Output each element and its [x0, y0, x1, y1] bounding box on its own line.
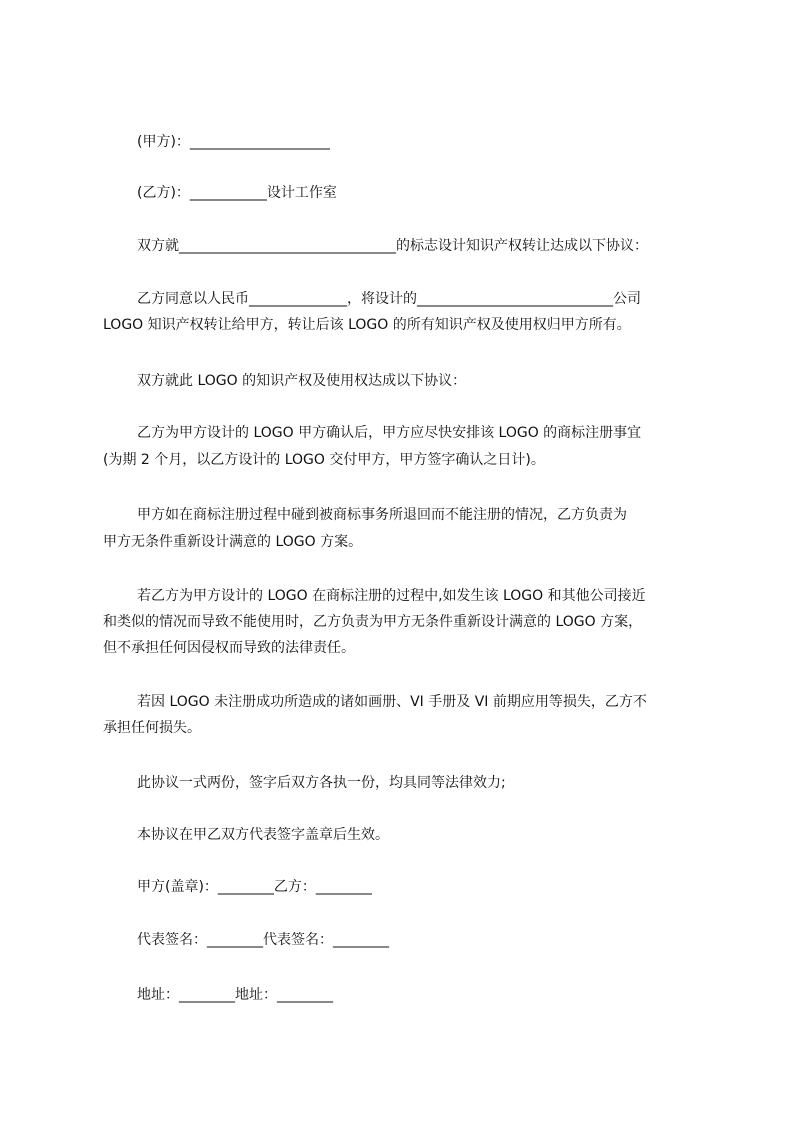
paragraph-registration: (为期 2 个月，以乙方设计的 LOGO 交付甲方，甲方签字确认之日计)。: [103, 452, 545, 468]
paragraph-similarity: 和类似的情况而导致不能使用时，乙方负责为甲方无条件重新设计满意的 LOGO 方案，: [103, 614, 643, 630]
paragraph-transfer: LOGO 知识产权转让给甲方，转让后该 LOGO 的所有知识产权及使用权归甲方所有。: [103, 317, 631, 333]
signature-seal-line: 甲方(盖章)：________乙方：________: [137, 879, 372, 895]
signature-address-line: 地址：________地址：________: [137, 987, 333, 1003]
paragraph-losses: 承担任何损失。: [103, 720, 201, 736]
paragraph-redesign: 甲方如在商标注册过程中碰到被商标事务所退回而不能注册的情况，乙方负责为: [137, 507, 627, 523]
paragraph-similarity: 若乙方为甲方设计的 LOGO 在商标注册的过程中,如发生该 LOGO 和其他公司接近: [137, 588, 646, 604]
paragraph-agreement-intro: 双方就此 LOGO 的知识产权及使用权达成以下协议：: [137, 373, 467, 389]
paragraph-copies: 此协议一式两份，签字后双方各执一份，均具同等法律效力;: [137, 775, 506, 791]
party-b-line: (乙方)：___________设计工作室: [137, 185, 337, 201]
paragraph-redesign: 甲方无条件重新设计满意的 LOGO 方案。: [103, 534, 363, 550]
intro-line: 双方就_______________________________的标志设计知识产权转让达成以下协议：: [137, 238, 648, 254]
party-a-line: (甲方)：____________________: [137, 134, 330, 150]
paragraph-losses: 若因 LOGO 未注册成功所造成的诸如画册、VI 手册及 VI 前期应用等损失，乙方不: [137, 694, 647, 710]
paragraph-similarity: 但不承担任何因侵权而导致的法律责任。: [103, 640, 355, 656]
paragraph-transfer: 乙方同意以人民币______________，将设计的____________________________公司: [137, 291, 641, 307]
signature-representative-line: 代表签名：________代表签名：________: [137, 932, 389, 948]
paragraph-registration: 乙方为甲方设计的 LOGO 甲方确认后，甲方应尽快安排该 LOGO 的商标注册事宜: [137, 425, 642, 441]
paragraph-effective: 本协议在甲乙双方代表签字盖章后生效。: [137, 827, 389, 843]
